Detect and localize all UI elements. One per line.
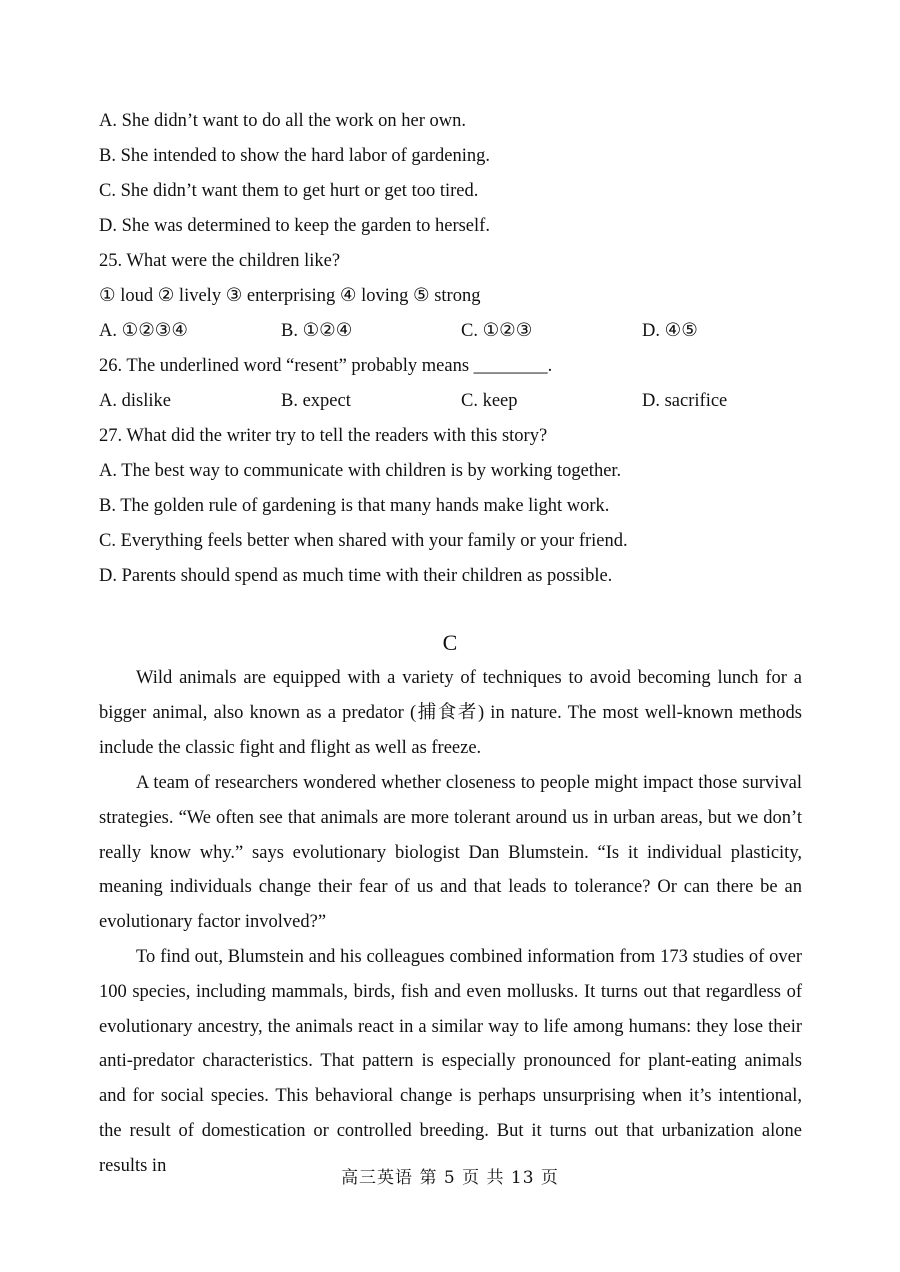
section-heading: C bbox=[442, 630, 458, 655]
q27-option-b: B. The golden rule of gardening is that many hands make light work. bbox=[99, 496, 610, 516]
q26-stem: 26. The underlined word “resent” probably means ________. bbox=[99, 356, 553, 376]
q25-option-b: B. ①②④ bbox=[281, 321, 353, 341]
page-footer: 高三英语 第 5 页 共 13 页 bbox=[341, 1168, 559, 1188]
q26-option-c: C. keep bbox=[461, 391, 518, 411]
q26-options bbox=[99, 389, 819, 413]
passage-paragraph-3: To find out, Blumstein and his colleagues combined information from 173 studies of over 100 species, including mammals, birds, fish and even mollusks. It turns out that regardless of evolutionary ancestry, the animals react in a similar way to life among humans: they lose their anti-predator characteristics. That pattern is especially pronounced for plant-eating animals and for social species. This behavioral change is perhaps unsurprising when it’s intentional, the result of domestication or controlled breeding. But it turns out that urbanization alone results in bbox=[99, 947, 802, 1176]
q25-stem: 25. What were the children like? bbox=[99, 251, 341, 271]
q26-option-b: B. expect bbox=[281, 391, 351, 411]
q25-option-a: A. ①②③④ bbox=[99, 321, 188, 341]
q25-option-c: C. ①②③ bbox=[461, 321, 533, 341]
q24-option-a: A. She didn’t want to do all the work on her own. bbox=[99, 111, 467, 131]
q24-option-c: C. She didn’t want them to get hurt or get too tired. bbox=[99, 181, 479, 201]
q26-option-a: A. dislike bbox=[99, 391, 171, 411]
q24-option-d: D. She was determined to keep the garden to herself. bbox=[99, 216, 490, 236]
q27-stem: 27. What did the writer try to tell the readers with this story? bbox=[99, 426, 548, 446]
passage-paragraph-1: Wild animals are equipped with a variety of techniques to avoid becoming lunch for a bigger animal, also known as a predator (捕食者) in nature. The most well-known methods include the classic fight and flight as well as freeze. bbox=[99, 668, 802, 758]
q27-option-c: C. Everything feels better when shared with your family or your friend. bbox=[99, 531, 628, 551]
q25-option-d: D. ④⑤ bbox=[642, 321, 698, 341]
q27-option-d: D. Parents should spend as much time with their children as possible. bbox=[99, 566, 613, 586]
q27-option-a: A. The best way to communicate with children is by working together. bbox=[99, 461, 622, 481]
q25-options bbox=[99, 319, 819, 343]
passage-paragraph-2: A team of researchers wondered whether closeness to people might impact those survival strategies. “We often see that animals are more tolerant around us in urban areas, but we don’t really know why.” says evolutionary biologist Dan Blumstein. “Is it individual plasticity, meaning individuals change their fear of us and that leads to tolerance? Or can there be an evolutionary factor involved?” bbox=[99, 773, 802, 933]
q24-option-b: B. She intended to show the hard labor of gardening. bbox=[99, 146, 490, 166]
q25-traits: ① loud ② lively ③ enterprising ④ loving ⑤ strong bbox=[99, 286, 481, 306]
q26-option-d: D. sacrifice bbox=[642, 391, 728, 411]
